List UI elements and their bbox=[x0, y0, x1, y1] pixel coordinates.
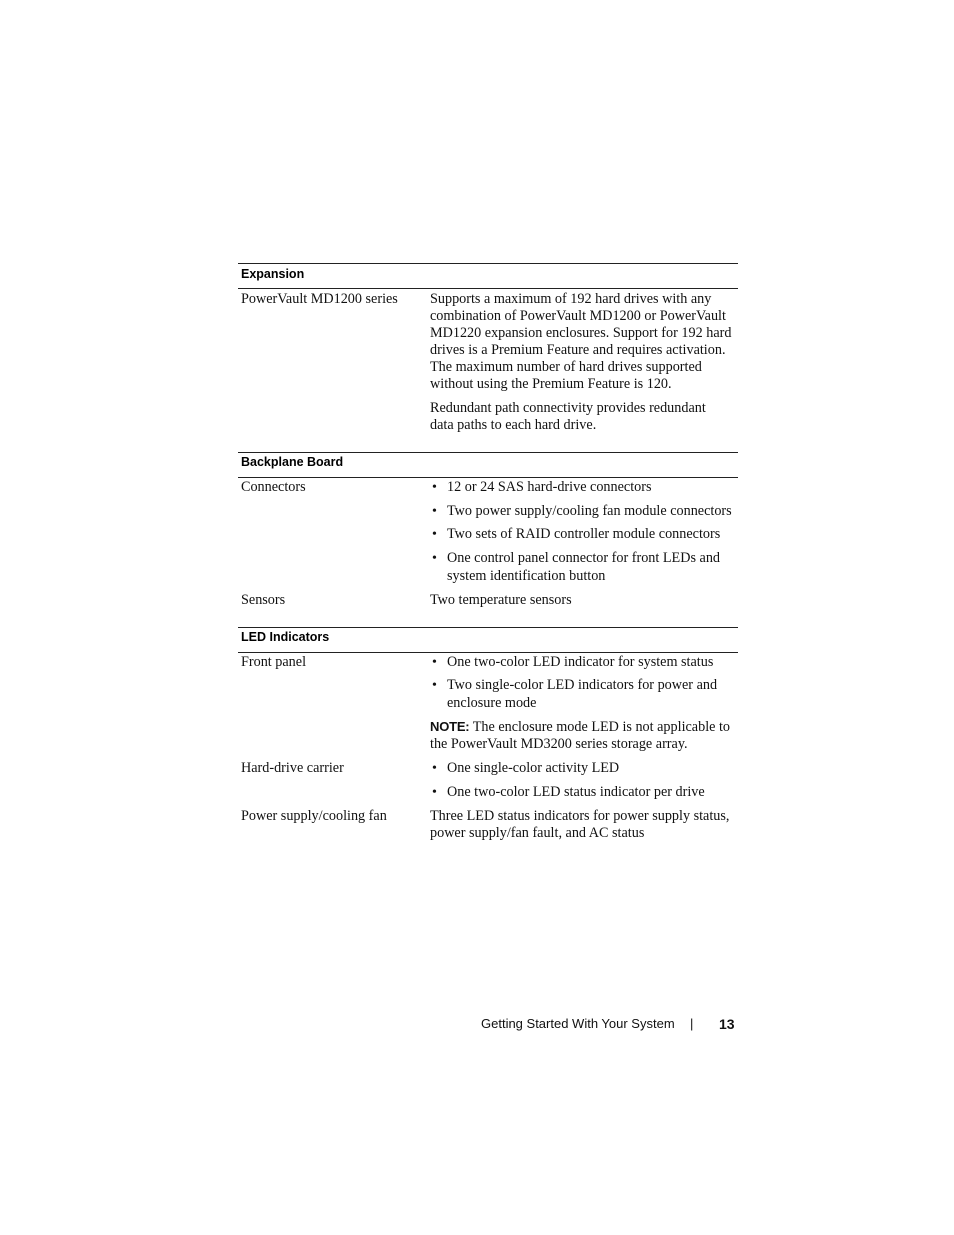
row-label-hdd-carrier: Hard-drive carrier bbox=[241, 760, 344, 776]
bullet-icon: • bbox=[432, 761, 437, 776]
list-item: One two-color LED status indicator per drive bbox=[447, 784, 705, 800]
section-heading-underline bbox=[238, 477, 738, 478]
text-line: drives is a Premium Feature and requires activation. bbox=[430, 342, 726, 358]
note-keyword: NOTE: bbox=[430, 719, 470, 734]
note-text: The enclosure mode LED is not applicable to bbox=[472, 719, 731, 735]
text-line: Redundant path connectivity provides redundant bbox=[430, 400, 706, 416]
row-label-md1200: PowerVault MD1200 series bbox=[241, 291, 398, 307]
list-item: Two sets of RAID controller module connectors bbox=[447, 526, 721, 542]
section-top-rule bbox=[238, 627, 738, 628]
row-label-connectors: Connectors bbox=[241, 479, 306, 495]
text-line: Three LED status indicators for power supply status, bbox=[430, 808, 730, 824]
text-line bbox=[430, 718, 736, 736]
row-label-psu: Power supply/cooling fan bbox=[241, 808, 387, 824]
section-heading-led: LED Indicators bbox=[241, 630, 330, 644]
list-item: One two-color LED indicator for system status bbox=[447, 654, 714, 670]
bullet-icon: • bbox=[432, 527, 437, 542]
text-line: system identification button bbox=[447, 567, 606, 584]
md1200-description bbox=[430, 291, 736, 393]
list-item: Two power supply/cooling fan module connectors bbox=[447, 503, 732, 519]
section-top-rule bbox=[238, 263, 738, 264]
bullet-icon: • bbox=[432, 480, 437, 495]
front-panel-note bbox=[430, 718, 736, 753]
row-label-front-panel: Front panel bbox=[241, 654, 307, 670]
section-top-rule bbox=[238, 452, 738, 453]
text-line: Supports a maximum of 192 hard drives with any bbox=[430, 291, 712, 307]
page-number: 13 bbox=[719, 1016, 735, 1032]
bullet-icon: • bbox=[432, 785, 437, 800]
text-line: enclosure mode bbox=[447, 694, 537, 711]
bullet-icon: • bbox=[432, 504, 437, 519]
bullet-icon: • bbox=[432, 551, 437, 566]
row-label-sensors: Sensors bbox=[241, 592, 286, 608]
bullet-icon: • bbox=[432, 655, 437, 670]
psu-description bbox=[430, 808, 736, 842]
text-line: the PowerVault MD3200 series storage array. bbox=[430, 736, 688, 752]
text-line: power supply/fan fault, and AC status bbox=[430, 825, 645, 841]
text-line: The maximum number of hard drives supported bbox=[430, 359, 702, 375]
text-line: MD1220 expansion enclosures. Support for 192 hard bbox=[430, 325, 732, 341]
list-item bbox=[447, 677, 737, 712]
section-heading-underline bbox=[238, 288, 738, 289]
section-heading-underline bbox=[238, 652, 738, 653]
text-line: combination of PowerVault MD1200 or PowerVault bbox=[430, 308, 726, 324]
text-line: data paths to each hard drive. bbox=[430, 417, 597, 433]
footer-section-title: Getting Started With Your System bbox=[481, 1016, 675, 1031]
section-heading-backplane: Backplane Board bbox=[241, 455, 344, 469]
bullet-icon: • bbox=[432, 678, 437, 693]
text-line: Two single-color LED indicators for power and bbox=[447, 677, 718, 693]
list-item bbox=[447, 550, 737, 585]
sensors-value: Two temperature sensors bbox=[430, 592, 572, 608]
text-line: without using the Premium Feature is 120. bbox=[430, 376, 672, 392]
md1200-redundancy-note bbox=[430, 400, 736, 434]
text-line: One control panel connector for front LEDs and bbox=[447, 550, 721, 566]
footer-separator: | bbox=[690, 1016, 694, 1031]
section-heading-expansion: Expansion bbox=[241, 267, 305, 281]
list-item: 12 or 24 SAS hard-drive connectors bbox=[447, 479, 652, 495]
list-item: One single-color activity LED bbox=[447, 760, 620, 776]
